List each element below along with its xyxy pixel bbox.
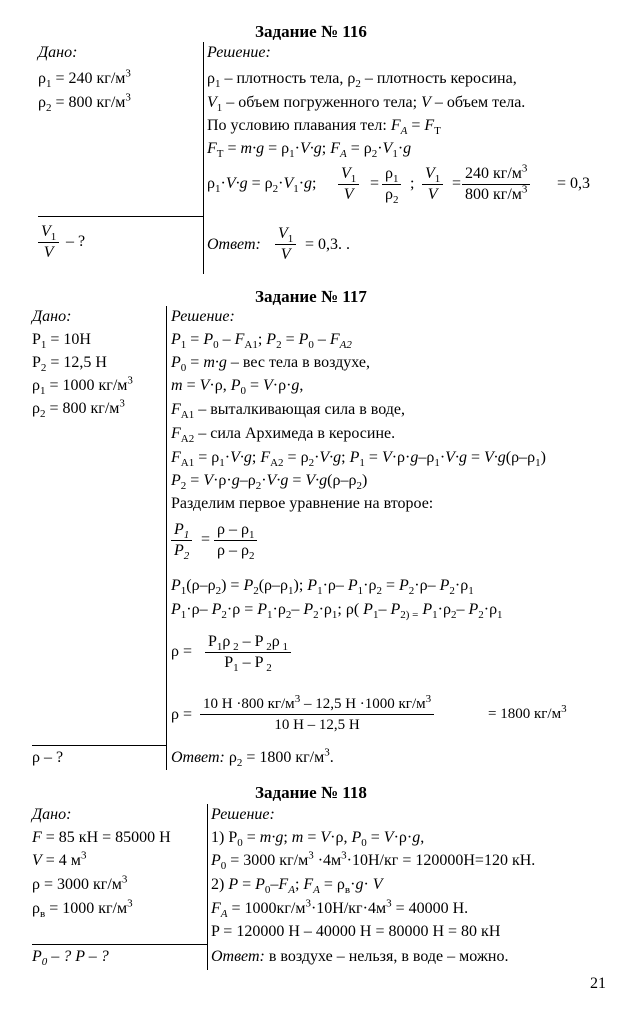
- task-117-solution-label: Решение:: [171, 308, 235, 325]
- task-117-frac-formula: $\frac{P_1\rho _2 - P _2\rho _1}{P_1 - P _2}$: [205, 632, 291, 673]
- task-118-given-label: Дано:: [32, 806, 72, 823]
- task-116-divider: [203, 42, 204, 274]
- task-116-title: Задание № 116: [255, 22, 367, 41]
- eq-sign: =: [201, 531, 211, 548]
- rho-eq-2: ρ =: [171, 706, 193, 723]
- task-118-title: Задание № 118: [255, 783, 367, 802]
- task-118-line-4: $F_A = 1000кг/м^3\cdot 10Н/кг\cdot 4м^3 = 40000$ Н.: [211, 897, 469, 921]
- task-116-answer-label: Ответ:: [207, 236, 261, 253]
- task-117-divider: [166, 306, 167, 770]
- task-116-result: = 0,3: [557, 175, 591, 192]
- task-116-find: – ?: [66, 233, 86, 250]
- task-116-given-2: $\rho_2 = 800$ $кг/м^3$: [38, 91, 131, 115]
- task-117-answer-line: Ответ: $\rho_2 = 1800$ $кг/м^3$.: [171, 746, 334, 770]
- task-118-solution-label: Решение:: [211, 806, 275, 823]
- task-118-find: $P_0$ – ? P – ?: [32, 948, 109, 969]
- task-118-given-1: F = 85 кН = 85000 Н: [32, 829, 171, 846]
- task-117-line-9: $P_1(\rho-\rho_2) = P_2(\rho-\rho_1)$; $P_1\cdot\rho-$ $P_1\cdot\rho_2 = P_2\cdot\rho-$ $P_2\cdot\rho_1$: [171, 577, 474, 598]
- eq-sign: =: [452, 175, 462, 192]
- task-117-line-2: $P_0 = m\cdot g$ – вес тела в воздухе,: [171, 354, 370, 375]
- semicolon: ;: [410, 175, 415, 192]
- task-116-line-5a: $\rho_1\cdot V\cdot g = \rho_2\cdot V_1\cdot g$;: [207, 175, 317, 196]
- task-117-line-5: $F_{A2}$ – сила Архимеда в керосине.: [171, 425, 396, 446]
- task-117-line-7: $P_2 = V\cdot\rho\cdot g-\rho_2\cdot V\cdot g = V\cdot g(\rho-\rho_2)$: [171, 472, 368, 493]
- rho-eq: ρ =: [171, 643, 193, 660]
- task-117-result: = 1800 $кг/м^3$: [488, 703, 567, 722]
- task-117-given-3: $\rho_1 = 1000$ $кг/м^3$: [32, 374, 133, 398]
- task-116-line-2: $V_1$ – объем погруженного тела; V – объем тела.: [207, 94, 526, 115]
- task-118-given-4: $\rho_в = 1000$ $кг/м^3$: [32, 897, 133, 921]
- task-118-answer-line: Ответ: в воздухе – нельзя, в воде – можно.: [211, 948, 509, 965]
- task-117-given-4: $\rho_2 = 800$ $кг/м^3$: [32, 397, 125, 421]
- task-117-line-1: $P_1 = P_0 - F_{A1}$; $P_2 = P_0 - F_{A2}$: [171, 331, 352, 352]
- task-116-line-3: По условию плавания тел: $F_A = F_T$: [207, 117, 441, 138]
- task-117-find: ρ – ?: [32, 749, 64, 766]
- task-117-line-4: $F_{A1}$ – выталкивающая сила в воде,: [171, 401, 405, 422]
- task-116-frac-values: 240 $кг/м^3$ 800 $кг/м^3$: [462, 164, 530, 205]
- task-117-given-1: $P_1 = 10H$: [32, 331, 91, 352]
- task-116-solution-label: Решение:: [207, 44, 271, 61]
- task-117-line-6: $F_{A1} = \rho_1\cdot V\cdot g$; $F_{A2} = \rho_2\cdot V\cdot g$; $P_1 = V\cdot\rho\cdot g-\rho_1\cdot V\cdot g = V\cdot g(\rho-\rho_1)$: [171, 449, 546, 470]
- task-116-find-frac: $\frac{V_1}{V}$: [38, 222, 59, 263]
- task-117-given-2: $P_2 = 12,5$ H: [32, 354, 107, 375]
- task-118-given-3: ρ = 3000 $кг/м^3$: [32, 873, 128, 893]
- eq-sign: =: [370, 175, 380, 192]
- task-118-divider: [207, 804, 208, 970]
- task-117-frac-values: 10 Н ·800 $кг/м^3 - 12,5$ Н ·1000 $кг/м^3$ 10 Н – 12,5 Н: [200, 694, 434, 735]
- task-118-given-rule: [32, 944, 207, 945]
- task-116-line-1: $\rho_1$ – плотность тела, $\rho_2$ – плотность керосина,: [207, 70, 517, 91]
- task-116-frac-v1v: $\frac{V_1}{V}$: [338, 164, 359, 205]
- task-116-line-4: $F_T = m\cdot g = \rho_1\cdot V\cdot g$; $F_A = \rho_2\cdot V_1\cdot g$: [207, 140, 412, 161]
- task-116-answer: = 0,3. .: [305, 236, 351, 253]
- task-117-frac-rho: $\frac{\rho - \rho_1}{\rho - \rho_2}$: [214, 520, 257, 561]
- task-117-given-rule: [32, 745, 166, 746]
- task-117-frac-p: $\frac{P_1}{P_2}$: [171, 520, 192, 561]
- task-117-given-label: Дано:: [32, 308, 72, 325]
- page-number: 21: [590, 975, 606, 992]
- task-118-given-2: V = 4 $м^3$: [32, 849, 87, 869]
- task-116-given-rule: [38, 216, 203, 217]
- task-118-line-1: 1) $P_0 = m\cdot g$; m = V·ρ, $P_0 = V\cdot\rho\cdot g$,: [211, 829, 425, 850]
- task-117-line-3: m = V·ρ, $P_0 = V\cdot\rho\cdot g$,: [171, 377, 304, 398]
- task-116-given-label: Дано:: [38, 44, 78, 61]
- task-117-title: Задание № 117: [255, 287, 367, 306]
- task-116-given-1: $\rho_1 = 240$ $кг/м^3$: [38, 67, 131, 91]
- task-118-line-5: P = 120000 Н – 40000 Н = 80000 Н = 80 кН: [211, 923, 501, 940]
- task-116-frac-rho: $\frac{\rho_1}{\rho_2}$: [382, 164, 401, 205]
- task-117-line-10: $P_1\cdot\rho-$ $P_2\cdot\rho = P_1\cdot\rho_2-$ $P_2\cdot\rho_1$; ρ( $P_1-$ $P_{2) =}$ $P_1\cdot\rho_2-$ $P_2\cdot\rho_1$: [171, 601, 503, 622]
- task-118-line-2: $P_0 = 3000$ $кг/м^3 \cdot 4м^3\cdot 10Н/кг = 120000Н=120$ кН.: [211, 849, 536, 873]
- task-116-frac-v1v-2: $\frac{V_1}{V}$: [422, 164, 443, 205]
- task-118-line-3: 2) $P = P_0-F_A$; $F_A = \rho_в\cdot g\cdot V$: [211, 876, 383, 897]
- task-117-line-8: Разделим первое уравнение на второе:: [171, 495, 434, 512]
- task-116-answer-frac: $\frac{V_1}{V}$: [275, 224, 296, 265]
